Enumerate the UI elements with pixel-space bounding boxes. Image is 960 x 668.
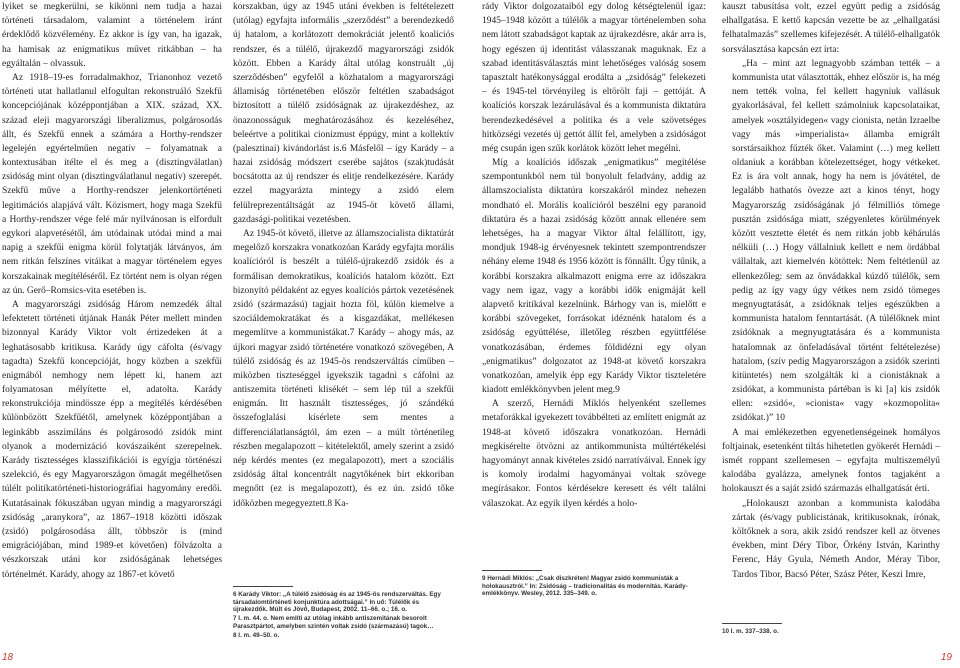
- paragraph: kauszt tabusítása volt, ezzel együtt pedig a zsidóság elhallgatása. E kettő kapcsán vezette be az „elhallgatási felhatalmazás” szellemes kifejezését. A túlélő-elhallgatók sorsválasztása kapcsán ezt írta:: [722, 2, 940, 55]
- text-column-3: [482, 0, 706, 511]
- paragraph: A mai emlékezetben egyenetlenségeinek homályos foltjainak, esetenként tiltás hihetetlen gyökerét Hernádi – ismét roppant szellemesen – egyfajta multiszemélyű kalodába gyalázza, amelynek fontos tagjaként a holokauszt és a saját zsidó származás elhallgatását érti.: [722, 427, 940, 495]
- footnote: 10 I. m. 337–338. o.: [722, 628, 779, 635]
- right-page: [482, 0, 960, 668]
- page-number: 19: [940, 652, 952, 663]
- footnotes: [722, 623, 940, 637]
- paragraph: A magyarországi zsidóság Három nemzedék által lefektetett történeti útjának Hanák Péter mellett minden bizonnyal Karády Viktor volt értizedeken át a leghatásosabb kritikusa. Karády úgy cáfolta (és/vagy tagadta) Szekfű koncepcióját, hogy közben a szekfűi enigmából nemhogy nem lépett ki, hanem azt folyamatosan mélyítette el, adatolta. Karády rekonstrukciója mindössze épp a megítélés kérdésében különbözött Szekfűétől, amelynek középpontjában a leginkább asszimiláns és polgárosodó zsidók mint olyanok a modernizáció kovászaiként szerepelnek. Karády tisztességes klasszifikációi is egyígja történészi szelekció, és egy Magyarországon ömagát megélhetősen túlélt politikatörténeti-historiográfiai hagyomány eredői. Kutatásainak fókuszában ugyan mindig a magyarországi zsidóság „aranykora”, az 1867–1918 közötti időszak (zsidó) polgárosodása állt, többször is (mind emigrációjában, mind 1989-et követően) fölvázolta a vészkorszak utáni kor zsidóságának lehetséges történelmét. Karády, ahogy az 1867-et követő: [2, 299, 222, 580]
- paragraph: lyiket se megkerülni, se kikönni nem tudja a hazai történeti társadalom, valamint a történelem iránt érdeklődő közvélemény. Ez akkor is így van, ha igazak, ha hamisak az enigmatikus művet ritkábban – ha egyáltalán – olvassuk.: [2, 2, 222, 69]
- footnotes: [482, 570, 706, 599]
- block-quote: „Ha – mint azt legnagyobb számban tették – a kommunista utat választották, ehhez először is, ha még nem tették volna, fel kellett hagyniuk vallásuk gyakorlásával, fel kellett számolniuk kapcsolataikat, amelyek »osztályidegen« vagy cionista, netán Izraelbe vagy más »imperialista« államba emigrált sorstársaikhoz fűzték őket. Valamint (…) meg kellett oldaniuk a korábban kötelezettséget, hogy vétkeket. Ez is ára volt annak, hogy ha nem is jóvátétel, de legalább hathatós övezze azt a kinos tényt, hogy Magyarország zsidóságának jó félmilliós tömege pusztán zsidósága miatt, szégyenletes körülmények között vesztette életét és nem ritkán jobb kéhárulás nélküli (…) Hogy vállalniuk kellett e nem ördábbal vállaltak, azt kiemelvén kötöttek: Nem feltétlenül az ellenkezőleg: sem az önvádakkal kúzdő túlélők, sem pedig az így vagy úgy vétkes nem zsidó tömeges megnyugtatását, a zsidóknak teljes egészükben a kommunista hatalom fenntartását. (A túlélőknek mint zsidóknak a megnyugtatására és a kommunista hatalomnak az önfeladásával történt feltételezése) hatalom, (szív pedig Magyarországon a zsidók szerinti kitüntetés) nem szolgálták ki a cionistáknak a zsidókat, a kommunista pártéban is ki [a] kis zsidók ellen: »zsidó«, »cionista« vagy »kozmopolita« zsidókat.)” 10: [732, 58, 940, 424]
- paragraph: Az 1945-öt követő, illetve az államszocialista diktatúrát megelőző korszakra vonatkozóan Karády egyfajta morális koalícióról is beszélt a túlélő-újrakezdő zsidók és a formálisan demokratikus, koalíciós hatalom között. Ezt bizonyító példaként az egyes koalíciós pártok vezetésének zsidó (származású) tagjait hozta föl, külön kiemelve a szociáldemokratákat és a kisgazdákat, mellékesen megemlítve a kommunistákat.7 Karády – ahogy más, az újkori magyar zsidó történetére vonatkozó szövegében, A túlélő zsidóság és az 1945-ös rendszerváltás címűben – miközben tiszteséggel igyekszik tagadni s cáfolni az antiszemita történeti klisékét – sem lép túl a szekfűi enigmán. Itt használt tisztességes, jó szándékú összefoglalási kísérlete sem mentes a differenciálatlanságtól, ám ezen – a múlt történetileg részben megalapozott – kitételektől, amely szerint a zsidó nép kérdés mentes (ez megalapozott), mert a szociális zsidóság által koncentrált nagytőkének bírt ekkoriban megnőtt (ez is megalapozott), és ez ún. zsidó tőke időközben megegyeztett.8 Ka-: [233, 229, 454, 509]
- footnote: 7 I. m. 44. o. Nem említi az utólag inkább antiszemitának besorolt Parasztpártot, amelyben szintén voltak zsidó (származású) tagok…: [233, 615, 434, 630]
- paragraph: rády Viktor dolgozataiból egy dolog kétségtelenül igaz: 1945–1948 között a túlélők a magyar történelemben soha nem látott szabadságot kaptak az újrakezdésre, akár arra is, hogy egészen új identitást válasszanak maguknak. Ez a szabad identitásválasztás mint lehetőséges valóság sosem tapasztalt hatékonysággal erodálta a „zsidóság” felekezeti – és 1945-tel törvényileg is eltörölt faji – gettóját. A koalíciós korszak lezárulásával és a kommunista diktatúra berendezkedésével a politika és a vele szövetséges hitközségi vezetés új gettót állít fel, amelyben a zsidóságot még csupán igen szűk korlátok között lehet megélni.: [482, 2, 706, 154]
- footnote-divider: [233, 586, 293, 587]
- page-number: 18: [2, 652, 14, 663]
- text-column-2: [233, 0, 454, 511]
- paragraph: korszakban, úgy az 1945 utáni években is feltételezett (utólag) egyfajta informális „szerződést” a berendezkedő új hatalom, a korlátozott demokráciát jelentő koalíciós rendszer, és a túlélő, újrakezdő magyarországi zsidók között. Ebben a Karády által utólag konstruált „új szerződésben” egyfelől a közhatalom a magyarországi államiság történetében először feltétlen szabadságot biztosított a túlélő zsidóságnak az újrakezdéshez, az önazonosságuk meghatározásához és kezeléséhez, beleértve a politikai cionizmust éppúgy, mint a kollektív (palesztinai) kivándorlást is.6 Másfelől – így Karády – a hazai zsidóság módszert cserébe sajátos (szak)tudását bocsátotta az új rendszer és elitje rendelkezésére. Karády ezzel magyarázta mintegy a zsidó elem felülreprezentáltságát az 1945-öt követő állami, gazdasági-politikai vezetésben.: [233, 2, 454, 225]
- footnote: 8 I. m. 49–50. o.: [233, 631, 280, 639]
- paragraph: Míg a koalíciós időszak „enigmatikus” megítélése szempontunkból nem túl bonyolult feladvány, addig az államszocialista diktatúra korszakáról mindez nehezen mondható el. Morális koalícióról beszélni egy paranoid diktatúra és a hazai zsidóság között annak ellenére sem lehetséges, ha a magyar Viktor által felállított, így, mondjuk 1948-ig érvényesnek tekintett szempontrendszer néhány eleme 1948 és 1956 között is fönnállt. Úgy tűnik, a korábbi korszakra alkalmazott enigma erre az időszakra vagy nem igaz, vagy a korábbi idők enigmáját kell alapvető kritikával kezelnünk. Bárhogy van is, mielőtt e korábbi szövegeket, forrásokat idéznénk hatalom és a zsidóság együttélése, illetőleg részben együttfélése vonatkozásában, érdemes földidézni egy olyan „enigmatikus” dolgozatot az 1948-at követő korszakra vonatkozóan, amelyik épp egy Karády Viktor tiszteletére kiadott emlékkönyvben jelent meg.9: [482, 158, 706, 396]
- footnote-divider: [482, 570, 542, 571]
- footnote: 9 Hernádi Miklós: „Csak diszkréten! Magyar zsidó kommunisták a holokausztról.” In: Zsidóság – tradicionalitás és modernitás. Karády-emlékkönyv. Wesley, 2012. 335–349. o.: [482, 575, 688, 598]
- paragraph: A szerző, Hernádi Miklós helyenként szellemes metaforákkal igyekezett továbbélteti az említett enigmát az 1948-at követő időszakra vonatkozóan. Hernádi megkísérelte ötvözni az antikommunista múltértékelési hagyományt annak kivételes zsidó narratíváival. Ennek így is komoly irodalmi hagyományai voltak szövege megírásakor. Fontos kérdésekre keresett és vélt találni válaszokat. Az egyik ilyen kérdés a holo-: [482, 399, 706, 509]
- text-column-4: [722, 0, 940, 582]
- left-page: [0, 0, 478, 668]
- block-quote: „Holokauszt azonban a kommunista kalodába zártak (és/vagy publicistának, kritikusoknak, írónak, költőknek a sora, akik zsidó rendszer kell az ötvenes években, mint Déry Tibor, Örkény István, Karinthy Ferenc, Háy Gyula, Németh Andor, Méray Tibor, Tardos Tibor, Bacsó Péter, Szász Péter, Keszi Imre,: [732, 498, 940, 580]
- footnote: 6 Karády Viktor: „A túlélő zsidóság és az 1945-ös rendszerváltás. Egy társadalomtörténeti konjunktúra adottságai.” In uő: Túlélők és újrakezdők. Múlt és Jövő, Budapest, 2002. 11–66. o.; 16. o.: [233, 591, 441, 614]
- footnotes: [233, 586, 454, 640]
- text-column-1: [2, 0, 222, 582]
- paragraph: Az 1918–19-es forradalmakhoz, Trianonhoz vezető történeti utat hallatlanul elfogultan rekonstruáló Szekfű koncepciójának középpontjában a XIX. század, XX. század eleji magyarországi liberalizmus, polgárosodás állt, és Szekfű ennek a számára a Horthy-rendszer legelején egyértelműen negatív – folyamatnak a kontextusában ítélte el és meg a (disztingválatlan) zsidóság mint olyan (disztingválatlanul negatív) szerepét. Szekfű műve a Horthy-rendszer jelenkortörténeti legitimációs alapjává vált. Közismert, hogy maga Szekfű a Horthy-rendszer vége felé már nyilvánosan is elfordult egykori alapvetésétől, ám utódainak utódai mind a mai napig a szekfűi enigma körül folytatják látványos, ám nem ritkán felszínes vitáikat a magyar történelem egyes korszakainak megítéléséről. Ez történt nem is olyan régen az ún. Gerő–Romsics-vita esetében is.: [2, 72, 222, 296]
- footnote-divider: [722, 623, 782, 624]
